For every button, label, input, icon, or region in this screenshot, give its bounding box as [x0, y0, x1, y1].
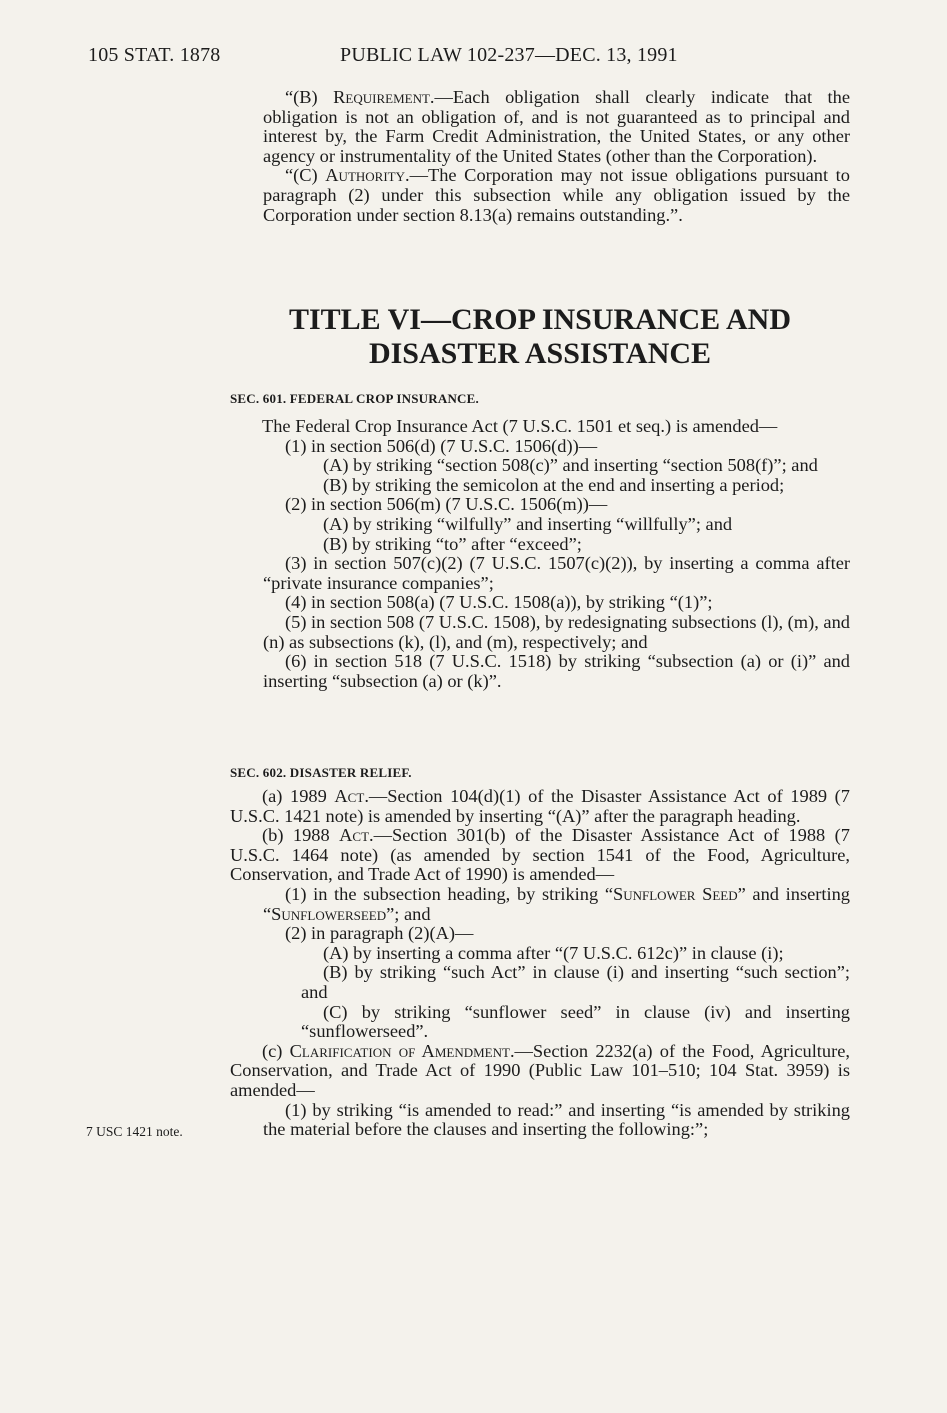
sec-601-para-2B: (B) by striking “to” after “exceed”; — [323, 533, 582, 554]
paragraph-b-requirement: “(B) Requirement.—Each obligation shall clearly indicate that the obligation is not an obligation of, and is not guaranteed as to principal and interest by, the Farm Credit Administration, the United States, or any other agency or instrumentality of the United States (other than the Corporation). — [263, 87, 850, 166]
sec-601-para-3: (3) in section 507(c)(2) (7 U.S.C. 1507(c)(2)), by inserting a comma after “private insurance companies”; — [263, 553, 850, 593]
title-heading — [230, 303, 850, 371]
sec-601-para-6: (6) in section 518 (7 U.S.C. 1518) by striking “subsection (a) or (i)” and inserting “subsection (a) or (k)”. — [263, 651, 850, 691]
running-head: PUBLIC LAW 102-237—DEC. 13, 1991 — [340, 44, 678, 66]
sec-602-para-b1: (1) in the subsection heading, by striking “Sunflower Seed” and inserting “Sunflowerseed”; and — [263, 883, 850, 924]
heading-authority: Authority — [325, 165, 405, 186]
sec-602-para-c: (c) Clarification of Amendment.—Section 2232(a) of the Food, Agriculture, Conservation, and Trade Act of 1990 (Public Law 101–510; 104 Stat. 3959) is amended— — [230, 1040, 850, 1100]
top-continuation-block — [230, 88, 850, 225]
sec-602-body — [230, 787, 850, 1140]
sec-602-heading: SEC. 602. DISASTER RELIEF. — [230, 765, 412, 780]
sec-601-para-1B: (B) by striking the semicolon at the end and inserting a period; — [323, 474, 785, 495]
heading-requirement: Requirement — [333, 87, 430, 107]
sec-601-para-4: (4) in section 508(a) (7 U.S.C. 1508(a)), by striking “(1)”; — [285, 592, 713, 613]
sec-602-para-b2B: (B) by striking “such Act” in clause (i) and inserting “such section”; and — [301, 962, 850, 1002]
sec-601-para-5: (5) in section 508 (7 U.S.C. 1508), by redesignating subsections (l), (m), and (n) as subsections (k), (l), and (m), respectively; and — [263, 611, 850, 652]
page-stat-citation: 105 STAT. 1878 — [88, 44, 221, 66]
sec-601-intro: The Federal Crop Insurance Act (7 U.S.C. 1501 et seq.) is amended— — [262, 416, 778, 436]
sec-601-para-2: (2) in section 506(m) (7 U.S.C. 1506(m))— — [285, 494, 608, 515]
sec-602-heading-wrap — [230, 763, 850, 783]
sec-602-para-b2: (2) in paragraph (2)(A)— — [285, 923, 474, 944]
title-line-2: DISASTER ASSISTANCE — [368, 337, 712, 370]
sec-601-para-1: (1) in section 506(d) (7 U.S.C. 1506(d))— — [285, 435, 598, 456]
sec-602-para-b2C: (C) by striking “sunflower seed” in clause (iv) and inserting “sunflowerseed”. — [301, 1001, 850, 1042]
sec-601-body — [230, 417, 850, 691]
margin-note: 7 USC 1421 note. — [86, 1124, 183, 1139]
sec-601-heading-wrap — [230, 389, 850, 409]
sec-601-heading: SEC. 601. FEDERAL CROP INSURANCE. — [230, 391, 479, 406]
sec-602-para-b: (b) 1988 Act.—Section 301(b) of the Disaster Assistance Act of 1988 (7 U.S.C. 1464 note) (as amended by section 1541 of the Food, Agriculture, Conservation, and Trade Act of 1990) is amended— — [230, 825, 850, 885]
sec-601-para-2A: (A) by striking “wilfully” and inserting “willfully”; and — [323, 513, 733, 534]
title-line-1: TITLE VI—CROP INSURANCE AND — [288, 303, 792, 336]
paragraph-c-authority: “(C) Authority.—The Corporation may not issue obligations pursuant to paragraph (2) under this subsection while any obligation issued by the Corporation under section 8.13(a) remains outstanding.”. — [263, 165, 850, 225]
sec-602-para-a: (a) 1989 Act.—Section 104(d)(1) of the Disaster Assistance Act of 1989 (7 U.S.C. 1421 note) is amended by inserting “(A)” after the paragraph heading. — [230, 786, 851, 826]
sec-602-para-c1: (1) by striking “is amended to read:” and inserting “is amended by striking the material before the clauses and inserting the following:”; — [263, 1099, 850, 1140]
sec-602-para-b2A: (A) by inserting a comma after “(7 U.S.C. 612c)” in clause (i); — [323, 942, 784, 963]
sec-601-para-1A: (A) by striking “section 508(c)” and inserting “section 508(f)”; and — [323, 455, 818, 476]
